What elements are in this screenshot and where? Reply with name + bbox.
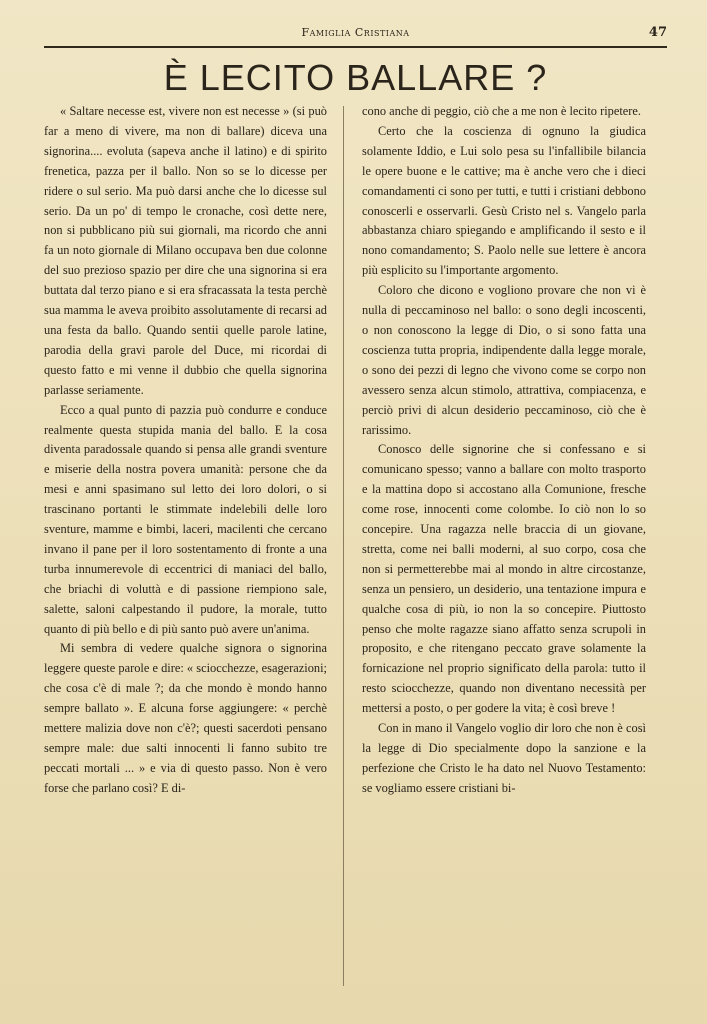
paragraph: Certo che la coscienza di ognuno la giudica solamente Iddio, e Lui solo pesa su l'infallibile bilancia le opere buone e le cattive; ma è anche vero che i dieci comandamenti ci sono per tutti, e tutti i cristiani debbono conoscerli e osservarli. Gesù Cristo nel s. Vangelo parla abbastanza chiaro spiegando e amplificando il sesto e il nono comandamento; S. Paolo nelle sue lettere è ancora più esplicito su l'importante argomento.: [362, 123, 646, 278]
column-divider: [343, 106, 344, 986]
right-column: [362, 102, 646, 799]
paragraph: Mi sembra di vedere qualche signora o signorina leggere queste parole e dire: « sciocchezze, esagerazioni; che cosa c'è di male ?; da che mondo è mondo hanno sempre ballato ». E alcuna forse aggiungere: « perchè mettere malizia dove non c'è?; questi sacerdoti pensano sempre male: due salti innocenti li fanno subito tre peccati mortali ... » e via di questo passo. Non è vero forse che parlano così? E di-: [44, 641, 327, 795]
article-title: È LECITO BALLARE ?: [163, 57, 548, 98]
paragraph: Ecco a qual punto di pazzia può condurre e conduce realmente questa stupida mania del ballo. E la cosa diventa paradossale quando si pensa alle grandi sventure e miserie della nostra povera umanità: persone che da mesi e anni spasimano sul letto dei loro dolori, o si trascinano portanti le stimmate indelebili delle loro sventure, mamme e bimbi, laceri, macilenti che cercano invano il pane per il loro sostentamento di fronte a una turba innumerevole di eccentrici di maniaci del ballo, che briachi di voluttà e di passione riempiono sale, salette, saloni calpestando il pudore, la morale, tutto quanto di più bello e di più santo può avere un'anima.: [44, 402, 327, 636]
header-rule: [44, 46, 667, 48]
paragraph: Con in mano il Vangelo voglio dir loro che non è così la legge di Dio specialmente dopo la sanzione e la perfezione che Cristo le ha dato nel Nuovo Testamento: se vogliamo essere cristiani bi-: [362, 721, 646, 795]
left-column: [44, 102, 327, 799]
paragraph: Conosco delle signorine che si confessano e si comunicano spesso; vanno a ballare con molto trasporto e la mattina dopo si accostano alla Comunione, fresche come rose, innocenti come colombe. Io ciò non lo so concepire. Una ragazza nelle braccia di un giovane, stretta, come nei balli moderni, al suo corpo, cosa che non si permetterebbe mai al mondo in altre circostanze, senza un pensiero, un desiderio, una tentazione impura e qualche cosa di più, io non la so concepire. Piuttosto penso che molte ragazze siano affatto senza scrupoli in proposito, e che ritengano peccato grave solamente la fornicazione nel proprio significato della parola: tutto il resto sciocchezze, quando non diventano necessità per mettersi a posto, o per godere la vita; è così breve !: [362, 442, 646, 716]
paragraph: Coloro che dicono e vogliono provare che non vi è nulla di peccaminoso nel ballo: o sono degli incoscenti, o non conoscono la legge di Dio, o si sono fatta una coscienza tutta propria, indipendente dalla legge morale, o sono dei pezzi di legno che vivono come se corpo non avessero senza alcun stimolo, attrattiva, compiacenza, e perciò privi di alcun desiderio peccaminoso, ciò che è rarissimo.: [362, 283, 646, 437]
paragraph: cono anche di peggio, ciò che a me non è lecito ripetere.: [362, 104, 642, 118]
page-header: [44, 22, 667, 46]
page-number: 47: [648, 25, 667, 40]
paragraph: « Saltare necesse est, vivere non est necesse » (si può far a meno di vivere, ma non di ballare) diceva una signorina.... evoluta (sapeva anche il latino) e di spirito frenetica, pazza per il ballo. Non so se lo dicesse per ridere o sul serio. Ma può darsi anche che lo dicesse sul serio. Da un po' di tempo le cronache, così dette nere, non si pubblicano più sui giornali, ma ricordo che anni fa un noto giornale di Milano occupava ben due colonne del suo prezioso spazio per dire che una signorina si era buttata dal terzo piano e si era sfracassata la testa perchè sua mamma le aveva proibito assolutamente di recarsi ad una festa da ballo. Quando sentii quelle parole latine, parodia della gravi parole del Duce, mi ricordai di questo fatto e mi venne il dubbio che quella signorina parlasse seriamente.: [44, 104, 327, 397]
running-title: Famiglia Cristiana: [301, 26, 410, 39]
